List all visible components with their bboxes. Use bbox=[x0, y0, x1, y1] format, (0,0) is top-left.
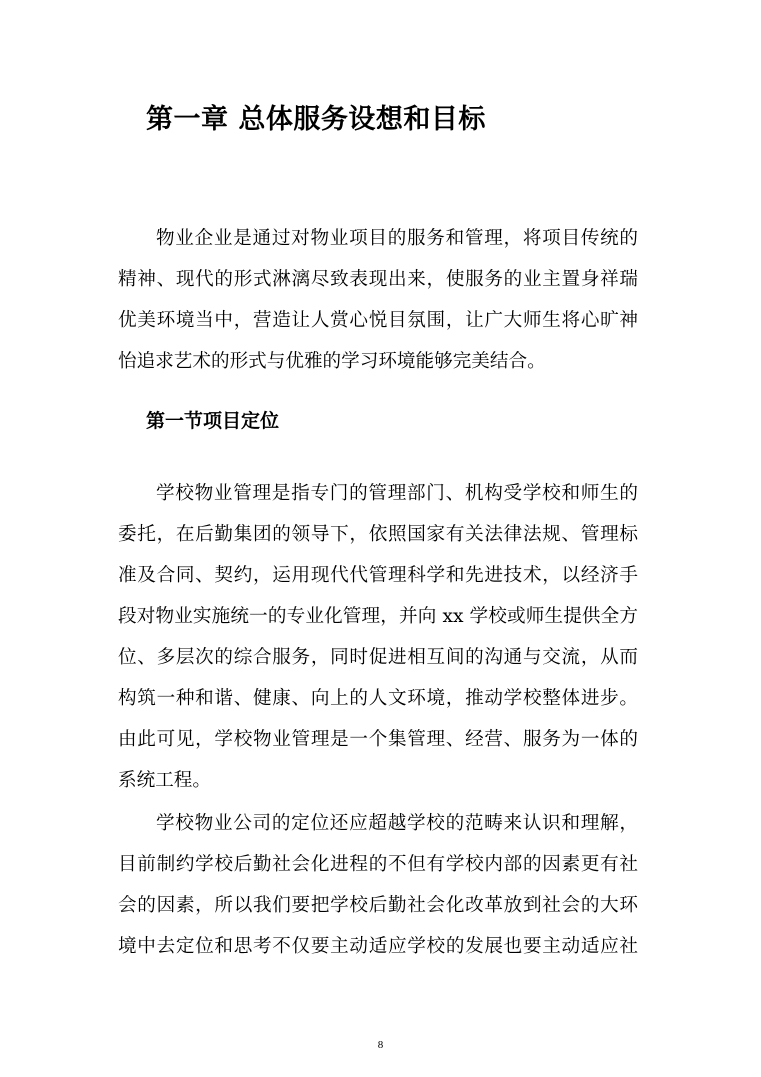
text-line: 精神、现代的形式淋漓尽致表现出来，使服务的业主置身祥瑞 bbox=[118, 269, 638, 290]
text-line: 目前制约学校后勤社会化进程的不但有学校内部的因素更有社 bbox=[118, 854, 638, 875]
paragraph-3 bbox=[118, 803, 638, 967]
section-title: 第一节项目定位 bbox=[146, 410, 280, 432]
text-line: 构筑一种和谐、健康、向上的人文环境，推动学校整体进步。 bbox=[118, 688, 638, 709]
chapter-title: 第一章 总体服务设想和目标 bbox=[146, 104, 486, 135]
text-line: 会的因素，所以我们要把学校后勤社会化改革放到社会的大环 bbox=[118, 895, 638, 916]
text-line: 境中去定位和思考不仅要主动适应学校的发展也要主动适应社 bbox=[118, 936, 638, 957]
paragraph-1 bbox=[118, 218, 638, 382]
text-line: 位、多层次的综合服务，同时促进相互间的沟通与交流，从而 bbox=[118, 647, 638, 668]
text-line: 段对物业实施统一的专业化管理，并向 xx 学校或师生提供全方 bbox=[118, 606, 638, 627]
text-line: 学校物业管理是指专门的管理部门、机构受学校和师生的 bbox=[156, 483, 638, 504]
text-line: 学校物业公司的定位还应超越学校的范畴来认识和理解， bbox=[156, 813, 638, 834]
text-line: 物业企业是通过对物业项目的服务和管理，将项目传统的 bbox=[156, 228, 638, 249]
text-line: 优美环境当中，营造让人赏心悦目氛围，让广大师生将心旷神 bbox=[118, 310, 638, 331]
paragraph-2 bbox=[118, 473, 638, 801]
text-line: 由此可见，学校物业管理是一个集管理、经营、服务为一体的 bbox=[118, 729, 638, 750]
text-line: 怡追求艺术的形式与优雅的学习环境能够完美结合。 bbox=[118, 351, 546, 372]
text-line: 委托，在后勤集团的领导下，依照国家有关法律法规、管理标 bbox=[118, 524, 638, 545]
text-line: 准及合同、契约，运用现代代管理科学和先进技术，以经济手 bbox=[118, 565, 638, 586]
page-number: 8 bbox=[377, 1039, 384, 1051]
text-line: 系统工程。 bbox=[118, 770, 211, 791]
